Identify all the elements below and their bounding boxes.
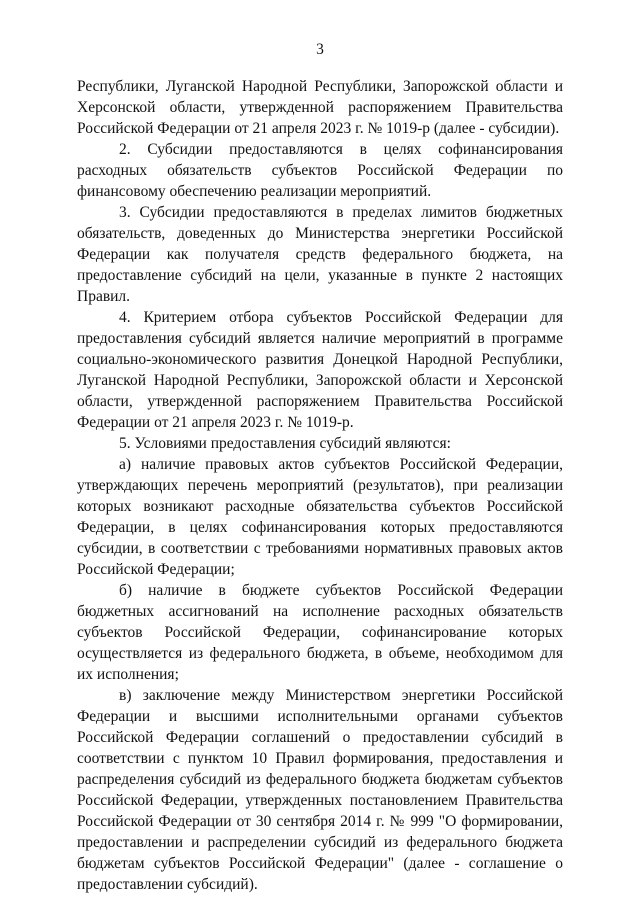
paragraph-continuation: Республики, Луганской Народной Республики, Запорожской области и Херсонской области, утвержденной распоряжением Правительства Российской Федерации от 21 апреля 2023 г. № 1019-р (далее - субсидии). bbox=[77, 78, 563, 137]
document-body bbox=[77, 76, 563, 895]
paragraph-item-2: 2. Субсидии предоставляются в целях софинансирования расходных обязательств субъектов Российской Федерации по финансовому обеспечению реализации мероприятий. bbox=[77, 141, 563, 200]
paragraph-subitem-b: б) наличие в бюджете субъектов Российской Федерации бюджетных ассигнований на исполнение расходных обязательств субъектов Российской Федерации, софинансирование которых осуществляется из федерального бюджета, в объеме, необходимом для их исполнения; bbox=[77, 582, 563, 683]
paragraph-subitem-a: а) наличие правовых актов субъектов Российской Федерации, утверждающих перечень мероприятий (результатов), при реализации которых возникают расходные обязательства субъектов Российской Федерации, в целях софинансирования которых предоставляются субсидии, в соответствии с требованиями нормативных правовых актов Российской Федерации; bbox=[77, 456, 563, 578]
paragraph-item-5: 5. Условиями предоставления субсидий являются: bbox=[119, 435, 451, 452]
paragraph-item-4: 4. Критерием отбора субъектов Российской Федерации для предоставления субсидий является наличие мероприятий в программе социально-экономического развития Донецкой Народной Республики, Луганской Народной Республики, Запорожской области и Херсонской области, утвержденной распоряжением Правительства Российской Федерации от 21 апреля 2023 г. № 1019-р. bbox=[77, 309, 563, 431]
paragraph-subitem-v: в) заключение между Министерством энергетики Российской Федерации и высшими исполнительными органами субъектов Российской Федерации соглашений о предоставлении субсидий в соответствии с пунктом 10 Правил формирования, предоставления и распределения субсидий из федерального бюджета бюджетам субъектов Российской Федерации, утвержденных постановлением Правительства Российской Федерации от 30 сентября 2014 г. № 999 "О формировании, предоставлении и распределении субсидий из федерального бюджета бюджетам субъектов Российской Федерации" (далее - соглашение о предоставлении субсидий). bbox=[77, 687, 563, 893]
page-number: 3 bbox=[316, 41, 324, 58]
paragraph-item-3: 3. Субсидии предоставляются в пределах лимитов бюджетных обязательств, доведенных до Министерства энергетики Российской Федерации как получателя средств федерального бюджета, на предоставление субсидий на цели, указанные в пункте 2 настоящих Правил. bbox=[77, 204, 563, 305]
